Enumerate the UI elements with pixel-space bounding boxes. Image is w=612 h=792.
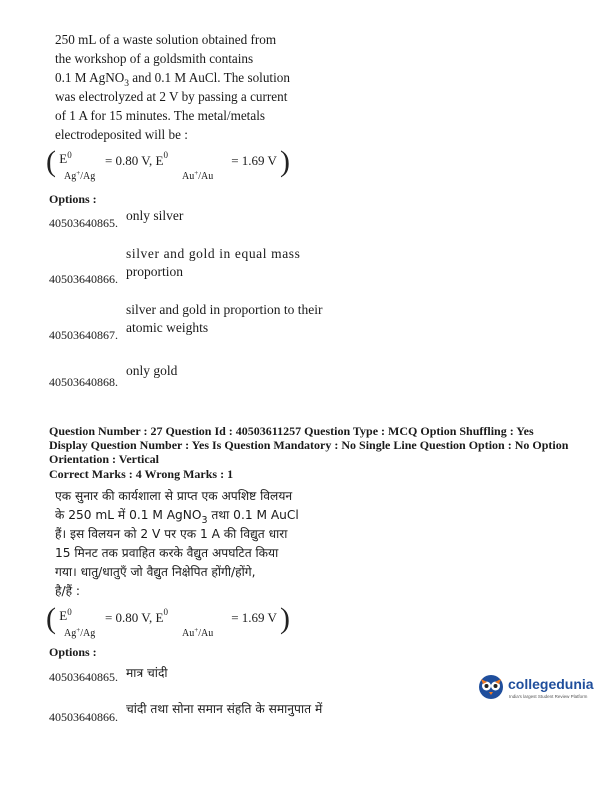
option-text[interactable]: मात्र चांदी bbox=[126, 666, 168, 680]
question-line: एक सुनार की कार्यशाला से प्राप्त एक अपशिष्ट विलयन bbox=[55, 489, 293, 503]
question-line: 250 mL of a waste solution obtained from bbox=[55, 32, 277, 47]
option-id: 40503640867. bbox=[49, 328, 118, 342]
option-id: 40503640865. bbox=[49, 670, 118, 684]
option-text[interactable]: proportion bbox=[126, 264, 183, 279]
logo-name: collegedunia bbox=[508, 676, 594, 692]
option-text[interactable]: only silver bbox=[126, 208, 184, 223]
option-id: 40503640868. bbox=[49, 375, 118, 389]
option-text[interactable]: silver and gold in equal mass bbox=[126, 246, 301, 261]
collegedunia-logo bbox=[478, 672, 603, 712]
meta-line: Question Number : 27 Question Id : 40503611257 Question Type : MCQ Option Shuffling : Yes bbox=[49, 424, 534, 438]
option-id: 40503640865. bbox=[49, 216, 118, 230]
question-line: गया। धातु/धातुएँ जो वैद्युत निक्षेपित होंगी/होंगे, bbox=[55, 565, 256, 579]
electrode-potential-formula: ( $E^0$ Ag+/Ag = 0.80 V, $E^0$ Au+/Au = 1.69 V ) bbox=[46, 145, 290, 182]
option-id: 40503640866. bbox=[49, 710, 118, 724]
question-line: 0.1 M AgNO$_3$ and 0.1 M AuCl. The solution bbox=[55, 70, 290, 89]
meta-line: Orientation : Vertical bbox=[49, 452, 159, 466]
meta-line: Correct Marks : 4 Wrong Marks : 1 bbox=[49, 467, 234, 481]
logo-tagline: India's largest Student Review Platform bbox=[509, 694, 588, 699]
left-parenthesis: ( bbox=[46, 145, 56, 178]
question-line: के 250 mL में 0.1 M AgNO$_3$ तथा 0.1 M AuCl bbox=[55, 508, 299, 526]
question-line: है/हैं : bbox=[55, 584, 81, 598]
option-text[interactable]: चांदी तथा सोना समान संहति के समानुपात में bbox=[126, 702, 323, 716]
option-id: 40503640866. bbox=[49, 272, 118, 286]
owl-icon bbox=[478, 674, 504, 700]
question-line: of 1 A for 15 minutes. The metal/metals bbox=[55, 108, 265, 123]
meta-line: Display Question Number : Yes Is Question Mandatory : No Single Line Question Option : No Option bbox=[49, 438, 569, 452]
right-parenthesis: ) bbox=[279, 145, 290, 178]
question-line: the workshop of a goldsmith contains bbox=[55, 51, 254, 66]
right-parenthesis: ) bbox=[279, 602, 290, 635]
options-label: Options : bbox=[49, 192, 97, 206]
left-parenthesis: ( bbox=[46, 602, 56, 635]
option-text[interactable]: atomic weights bbox=[126, 320, 209, 335]
electrode-potential-formula: ( $E^0$ Ag+/Ag = 0.80 V, $E^0$ Au+/Au = 1.69 V ) bbox=[46, 602, 290, 639]
question-line: 15 मिनट तक प्रवाहित करके वैद्युत अपघटित किया bbox=[55, 546, 279, 560]
question-line: was electrolyzed at 2 V by passing a current bbox=[55, 89, 288, 104]
question-line: हैं। इस विलयन को 2 V पर एक 1 A की विद्युत धारा bbox=[55, 527, 288, 541]
options-label: Options : bbox=[49, 645, 97, 659]
option-text[interactable]: silver and gold in proportion to their bbox=[126, 302, 323, 317]
question-line: electrodeposited will be : bbox=[55, 127, 188, 142]
option-text[interactable]: only gold bbox=[126, 363, 178, 378]
